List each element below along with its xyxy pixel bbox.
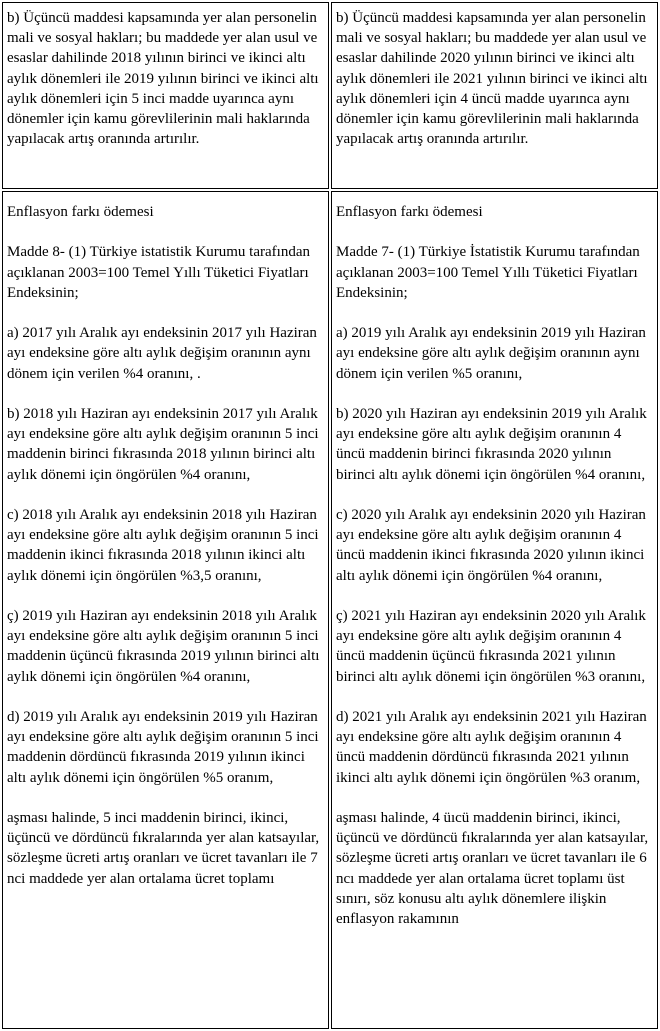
- paragraph: Madde 8- (1) Türkiye istatistik Kurumu tarafından açıklanan 2003=100 Temel Yıllı Tüketici Fiyatları Endeksinin;: [7, 244, 310, 301]
- paragraph: b) Üçüncü maddesi kapsamında yer alan personelin mali ve sosyal hakları; bu maddede yer alan usul ve esaslar dahilinde 2018 yılının birinci ve ikinci altı aylık dönemleri ile 2019 yılının birinci ve ikinci altı aylık dönemleri için 5 inci madde uyarınca aynı dönemler için kamu görevlilerinin mali haklarında yapılacak artış oranında artırılır.: [7, 10, 319, 148]
- paragraph: aşması halinde, 4 üıcü maddenin birinci, ikinci, üçüncü ve dördüncü fıkralarında yer alan katsayılar, sözleşme ücreti artış oranları ve ücret tavanları ile 6 ncı maddede yer alan ortalama ücret toplamı üst sınırı, söz konusu altı aylık dönemlere ilişkin enflasyon rakamının: [336, 809, 649, 927]
- section-heading: Enflasyon farkı ödemesi: [336, 204, 483, 220]
- paragraph: c) 2020 yılı Aralık ayı endeksinin 2020 yılı Haziran ayı endeksine göre altı aylık değişim oranının 4 üncü maddenin ikinci fıkrasında 2020 yılının ikinci altı aylık dönemi için öngörülen %4 oranını,: [336, 506, 646, 584]
- paragraph: ç) 2019 yılı Haziran ayı endeksinin 2018 yılı Aralık ayı endeksine göre altı aylık değişim oranının 5 inci maddenin üçüncü fıkrasında 2019 yılının birinci altı aylık dönemi için öngörülen %4 oranını,: [7, 607, 320, 685]
- left-cell-clause-b: [2, 2, 329, 189]
- section-heading: Enflasyon farkı ödemesi: [7, 204, 154, 220]
- table-row: [2, 191, 658, 1029]
- paragraph: aşması halinde, 5 inci maddenin birinci, ikinci, üçüncü ve dördüncü fıkralarında yer alan katsayılar, sözleşme ücreti artış oranları ve ücret tavanları ile 7 nci maddede yer alan ortalama ücret toplamı: [7, 809, 320, 887]
- paragraph: d) 2021 yılı Aralık ayı endeksinin 2021 yılı Haziran ayı endeksine göre altı aylık değişim oranının 4 üncü maddenin dördüncü fıkrasında 2021 yılının ikinci altı aylık dönemi için öngörülen %3 oranım,: [336, 708, 647, 786]
- paragraph: ç) 2021 yılı Haziran ayı endeksinin 2020 yılı Aralık ayı endeksine göre altı aylık değişim oranının 4 üncü maddenin üçüncü fıkrasında 2021 yılının birinci altı aylık dönemi için öngörülen %3 oranını,: [336, 607, 646, 685]
- paragraph: d) 2019 yılı Aralık ayı endeksinin 2019 yılı Haziran ayı endeksine göre altı aylık değişim oranının 5 inci maddenin dördüncü fıkrasında 2019 yılının ikinci altı aylık dönemi için öngörülen %5 oranım,: [7, 708, 319, 786]
- paragraph: b) Üçüncü maddesi kapsamında yer alan personelin mali ve sosyal hakları; bu maddede yer alan usul ve esaslar dahilinde 2020 yılının birinci ve ikinci altı aylık dönemleri ile 2021 yılının birinci ve ikinci altı aylık dönemleri için 4 üncü madde uyarınca aynı dönemler için kamu görevlilerinin mali haklarında yapılacak artış oranında artırılır.: [336, 10, 648, 148]
- right-cell-inflation-payment: [331, 191, 658, 1029]
- paragraph: c) 2018 yılı Aralık ayı endeksinin 2018 yılı Haziran ayı endeksine göre altı aylık değişim oranının 5 inci maddenin ikinci fıkrasında 2018 yılının ikinci altı aylık dönemi için öngörülen %3,5 oranını,: [7, 506, 319, 584]
- paragraph: b) 2018 yılı Haziran ayı endeksinin 2017 yılı Aralık ayı endeksine göre altı aylık değişim oranının 5 inci maddenin birinci fıkrasında 2018 yılının birinci altı aylık dönemi için öngörülen %4 oranını,: [7, 405, 319, 483]
- paragraph: a) 2019 yılı Aralık ayı endeksinin 2019 yılı Haziran ayı endeksine göre altı aylık değişim oranının aynı dönem için verilen %5 oranını,: [336, 325, 646, 382]
- paragraph: b) 2020 yılı Haziran ayı endeksinin 2019 yılı Aralık ayı endeksine göre altı aylık değişim oranının 4 üncü maddenin birinci fıkrasında 2020 yılının birinci altı aylık dönemi için öngörülen %4 oranını,: [336, 405, 647, 483]
- table-row: [2, 2, 658, 189]
- paragraph: a) 2017 yılı Aralık ayı endeksinin 2017 yılı Haziran ayı endeksine göre altı aylık değişim oranının aynı dönem için verilen %4 oranını, .: [7, 325, 317, 382]
- paragraph: Madde 7- (1) Türkiye İstatistik Kurumu tarafından açıklanan 2003=100 Temel Yıllı Tüketici Fiyatları Endeksinin;: [336, 244, 640, 301]
- left-cell-inflation-payment: [2, 191, 329, 1029]
- right-cell-clause-b: [331, 2, 658, 189]
